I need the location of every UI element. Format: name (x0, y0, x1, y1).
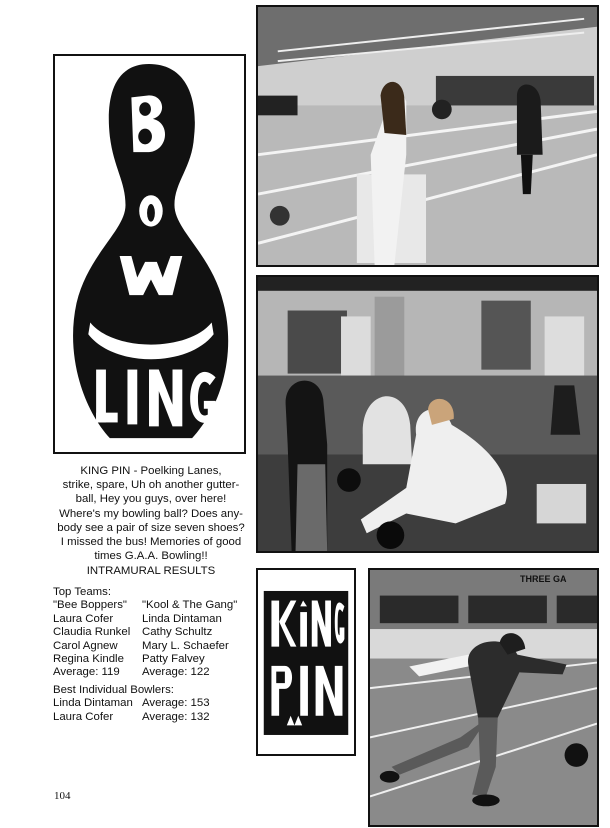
photo-bowler-release (368, 568, 599, 827)
caption-line: Where's my bowling ball? Does any- (59, 507, 243, 520)
bowler-average: Average: 153 (142, 697, 210, 710)
caption-line: KING PIN - Poelking Lanes, (80, 465, 222, 477)
caption-line: body see a pair of size seven shoes? (57, 521, 245, 534)
best-bowlers-label: Best Individual Bowlers: (53, 684, 174, 696)
teams-col-right (142, 586, 237, 680)
team-member: Regina Kindle (53, 653, 124, 666)
caption-line: strike, spare, Uh oh another gutter- (62, 479, 240, 492)
bowler-name: Linda Dintaman (53, 697, 133, 710)
photo-group-bowlers (256, 275, 599, 553)
caption-line: ball, Hey you guys, over here! (75, 493, 227, 506)
best-bowlers-section (53, 684, 210, 724)
photo-bowlers-lanes (256, 5, 599, 267)
team-member: Patty Falvey (142, 653, 205, 666)
team-member: Laura Cofer (53, 612, 114, 625)
top-teams-label: Top Teams: (53, 586, 112, 598)
team-member: Linda Dintaman (142, 612, 222, 625)
best-bowler-row (53, 697, 210, 710)
page-number: 104 (54, 790, 71, 802)
kingpin-logo-frame (256, 568, 356, 756)
bowling-logo-frame (53, 54, 246, 454)
team-average: Average: 119 (53, 666, 120, 679)
kingpin-logo (258, 570, 354, 754)
team-member: Carol Agnew (53, 639, 118, 652)
team-member: Mary L. Schaefer (142, 639, 229, 652)
team-member: Claudia Runkel (53, 626, 131, 639)
caption-line: times G.A.A. Bowling!! (94, 550, 208, 563)
team-member: Cathy Schultz (142, 626, 213, 639)
team-name: "Bee Boppers" (53, 599, 127, 612)
bowler-name: Laura Cofer (53, 710, 114, 723)
team-average: Average: 122 (142, 666, 210, 679)
bowling-pin-logo (55, 56, 244, 452)
best-bowler-row (53, 711, 210, 724)
caption-text (53, 464, 249, 563)
caption-line: I missed the bus! Memories of good (60, 536, 242, 549)
teams-col-left (53, 586, 130, 680)
results-title: INTRAMURAL RESULTS (86, 565, 216, 577)
three-games-sign: THREE GA (520, 574, 567, 584)
team-name: "Kool & The Gang" (142, 599, 238, 612)
bowler-average: Average: 132 (142, 710, 210, 723)
